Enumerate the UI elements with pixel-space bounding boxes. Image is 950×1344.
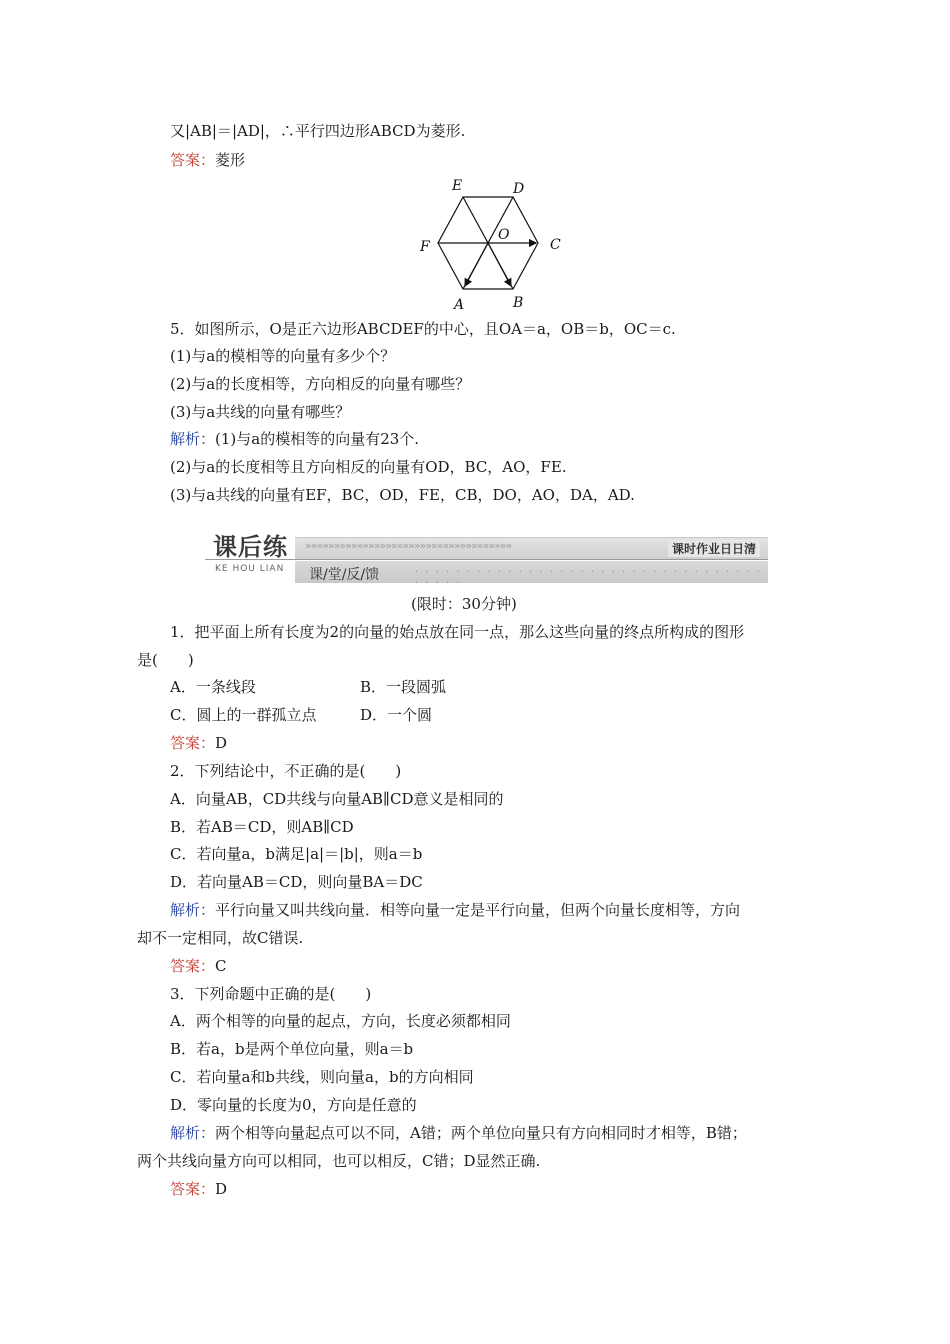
analysis-line: [170, 429, 419, 449]
analysis-label: 解析：: [170, 430, 216, 448]
banner-dots: · · · · · · · · · · · · · · · · · · · · · · · · · · · · · · · · · · · · · · ·: [415, 567, 762, 589]
line-text: 又|AB|＝|AD|，∴平行四边形ABCD为菱形.: [170, 122, 466, 140]
line-text: 却不一定相同，故C错误.: [137, 929, 304, 947]
line-text: D: [215, 734, 228, 752]
line-text: 两个相等向量起点可以不同，A错；两个单位向量只有方向相同时才相等，B错；: [215, 1124, 747, 1142]
answer-label: 答案：: [170, 1180, 216, 1198]
line-text: (1)与a的模相等的向量有23个.: [215, 430, 420, 448]
line-text: 是( ): [137, 651, 194, 669]
line-text: C．若向量a和b共线，则向量a，b的方向相同: [170, 1068, 474, 1086]
text-line: [170, 705, 316, 725]
section-banner: [205, 527, 768, 589]
text-line: [170, 374, 470, 394]
text-line: [170, 872, 423, 892]
line-text: 两个共线向量方向可以相同，也可以相反，C错；D显然正确.: [137, 1152, 541, 1170]
line-text: (限时：30分钟): [411, 595, 517, 613]
label-E: E: [452, 178, 463, 194]
analysis-line: [170, 1123, 747, 1143]
answer-line: [170, 956, 227, 976]
line-text: 菱形: [215, 151, 246, 169]
text-line: [170, 984, 371, 1004]
banner-logo: 课后练: [213, 533, 288, 561]
answer-label: 答案：: [170, 151, 216, 169]
line-text: (2)与a的长度相等，方向相反的向量有哪些？: [170, 375, 471, 393]
text-line: [170, 1095, 417, 1115]
line-text: (3)与a共线的向量有EF，BC，OD，FE，CB，DO，AO，DA，AD.: [170, 486, 635, 504]
label-B: B: [513, 295, 524, 311]
text-line: [170, 1039, 413, 1059]
banner-subtitle: 课/堂/反/馈: [309, 567, 380, 583]
text-line: [170, 622, 744, 642]
line-text: A．一条线段: [170, 678, 256, 696]
line-text: (2)与a的长度相等且方向相反的向量有OD，BC，AO，FE.: [170, 458, 567, 476]
hexagon-figure: [412, 176, 572, 314]
text-line: [170, 677, 256, 697]
text-line: [170, 485, 635, 505]
line-text: D．若向量AB＝CD，则向量BA＝DC: [170, 873, 423, 891]
text-line: [411, 594, 517, 614]
line-text: 5．如图所示，O是正六边形ABCDEF的中心，且OA＝a，OB＝b，OC＝c.: [170, 320, 676, 338]
line-text: D．零向量的长度为0，方向是任意的: [170, 1096, 417, 1114]
banner-right-title: 课时作业日日清: [668, 540, 760, 557]
line-text: D: [215, 1180, 228, 1198]
line-text: 平行向量又叫共线向量．相等向量一定是平行向量，但两个向量长度相等，方向: [215, 901, 741, 919]
text-line: [170, 761, 401, 781]
vector-OA: [465, 243, 488, 286]
line-text: A．向量AB，CD共线与向量AB∥CD意义是相同的: [170, 790, 504, 808]
line-text: D．一个圆: [360, 706, 433, 724]
answer-label: 答案：: [170, 957, 216, 975]
text-line: [170, 844, 422, 864]
text-line: [170, 121, 465, 141]
text-line: [170, 346, 395, 366]
line-text: C: [215, 957, 227, 975]
analysis-line: [170, 900, 740, 920]
label-O: O: [498, 227, 510, 243]
text-line: [170, 402, 350, 422]
line-text: 3．下列命题中正确的是( ): [170, 985, 372, 1003]
line-text: (3)与a共线的向量有哪些？: [170, 403, 351, 421]
vector-OB: [488, 243, 511, 286]
text-line: [137, 1151, 540, 1171]
line-text: 1．把平面上所有长度为2的向量的始点放在同一点，那么这些向量的终点所构成的图形: [170, 623, 745, 641]
line-text: C．若向量a，b满足|a|＝|b|，则a＝b: [170, 845, 423, 863]
answer-line: [170, 150, 245, 170]
text-line: [360, 705, 432, 725]
banner-arrows: »»»»»»»»»»»»»»»»»»»»»»»»»»»»»»»»»»»»: [305, 539, 512, 552]
line-text: B．一段圆弧: [360, 678, 447, 696]
line-text: C．圆上的一群孤立点: [170, 706, 317, 724]
text-line: [137, 928, 303, 948]
answer-line: [170, 733, 227, 753]
text-line: [170, 789, 503, 809]
text-line: [137, 650, 194, 670]
label-A: A: [454, 297, 465, 313]
text-line: [170, 1011, 511, 1031]
analysis-label: 解析：: [170, 1124, 216, 1142]
text-line: [170, 319, 676, 339]
line-text: (1)与a的模相等的向量有多少个？: [170, 347, 396, 365]
label-C: C: [550, 237, 561, 253]
label-F: F: [420, 239, 430, 255]
line-text: B．若AB＝CD，则AB∥CD: [170, 818, 354, 836]
answer-label: 答案：: [170, 734, 216, 752]
text-line: [170, 1067, 474, 1087]
text-line: [360, 677, 446, 697]
line-text: A．两个相等的向量的起点，方向，长度必须都相同: [170, 1012, 511, 1030]
banner-pinyin: KE HOU LIAN: [215, 564, 285, 574]
text-line: [170, 457, 567, 477]
analysis-label: 解析：: [170, 901, 216, 919]
answer-line: [170, 1179, 227, 1199]
text-line: [170, 817, 354, 837]
line-text: 2．下列结论中，不正确的是( ): [170, 762, 402, 780]
label-D: D: [513, 181, 525, 197]
line-text: B．若a，b是两个单位向量，则a＝b: [170, 1040, 414, 1058]
